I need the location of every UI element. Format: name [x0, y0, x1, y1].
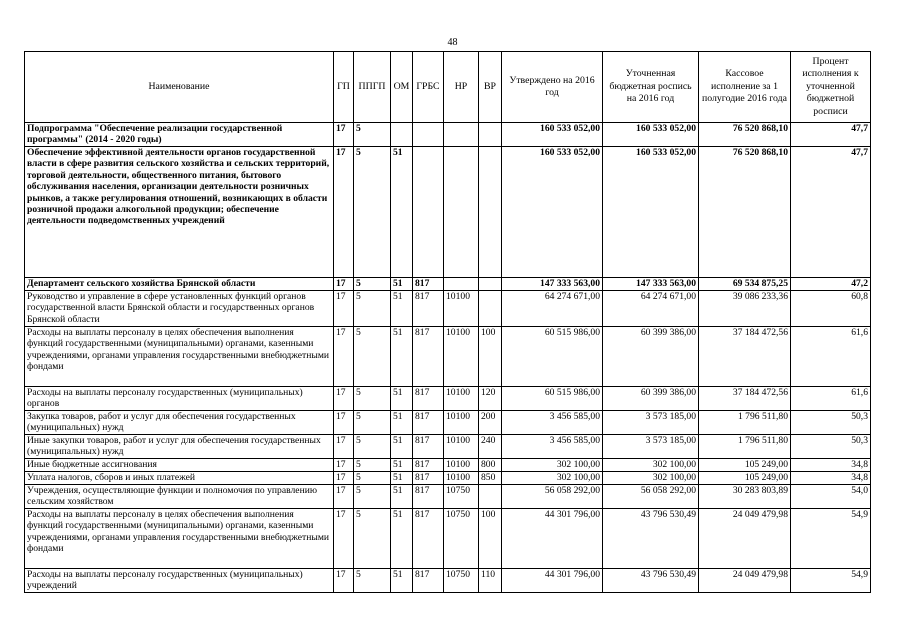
cell-gp: 17 [334, 472, 354, 485]
table-row [25, 123, 871, 147]
cell-vr: 100 [479, 509, 502, 569]
cell-vr: 110 [479, 569, 502, 593]
cell-ppgp: 5 [354, 387, 391, 411]
cell-approved: 64 274 671,00 [502, 291, 603, 327]
cell-gp: 17 [334, 291, 354, 327]
cell-approved: 160 533 052,00 [502, 123, 603, 147]
cell-vr: 240 [479, 435, 502, 459]
table-header-row [25, 52, 871, 123]
cell-vr: 850 [479, 472, 502, 485]
cell-np [444, 278, 479, 291]
cell-np: 10100 [444, 435, 479, 459]
table-row [25, 459, 871, 472]
cell-om [391, 123, 413, 147]
cell-ppgp: 5 [354, 411, 391, 435]
cell-np: 10750 [444, 509, 479, 569]
cell-percent: 50,3 [791, 435, 871, 459]
cell-cash: 105 249,00 [699, 459, 791, 472]
cell-percent: 47,2 [791, 278, 871, 291]
table-row [25, 387, 871, 411]
cell-refined: 43 796 530,49 [603, 569, 699, 593]
header-vr: ВР [479, 52, 502, 123]
cell-cash: 76 520 868,10 [699, 147, 791, 278]
table-row [25, 291, 871, 327]
cell-grbs [413, 147, 444, 278]
cell-cash: 39 086 233,36 [699, 291, 791, 327]
cell-ppgp: 5 [354, 569, 391, 593]
cell-grbs: 817 [413, 278, 444, 291]
table-row [25, 327, 871, 387]
cell-ppgp: 5 [354, 147, 391, 278]
cell-om: 51 [391, 291, 413, 327]
header-cash: Кассовое исполнение за 1 полугодие 2016 года [699, 52, 791, 123]
cell-np [444, 147, 479, 278]
cell-ppgp: 5 [354, 123, 391, 147]
cell-om: 51 [391, 147, 413, 278]
cell-om: 51 [391, 459, 413, 472]
cell-np: 10100 [444, 327, 479, 387]
cell-percent: 54,0 [791, 485, 871, 509]
cell-grbs: 817 [413, 472, 444, 485]
cell-approved: 44 301 796,00 [502, 509, 603, 569]
cell-gp: 17 [334, 569, 354, 593]
cell-grbs: 817 [413, 459, 444, 472]
cell-approved: 302 100,00 [502, 472, 603, 485]
cell-vr: 800 [479, 459, 502, 472]
cell-om: 51 [391, 278, 413, 291]
cell-name: Подпрограмма "Обеспечение реализации государственной программы" (2014 - 2020 годы) [25, 123, 334, 147]
cell-np: 10100 [444, 459, 479, 472]
cell-vr [479, 485, 502, 509]
cell-grbs: 817 [413, 291, 444, 327]
cell-approved: 44 301 796,00 [502, 569, 603, 593]
table-row [25, 485, 871, 509]
cell-name: Учреждения, осуществляющие функции и полномочия по управлению сельским хозяйством [25, 485, 334, 509]
cell-om: 51 [391, 327, 413, 387]
page-number: 48 [447, 37, 458, 48]
cell-ppgp: 5 [354, 509, 391, 569]
cell-refined: 302 100,00 [603, 472, 699, 485]
cell-approved: 60 515 986,00 [502, 327, 603, 387]
cell-refined: 147 333 563,00 [603, 278, 699, 291]
cell-grbs [413, 123, 444, 147]
cell-refined: 160 533 052,00 [603, 123, 699, 147]
table-row [25, 472, 871, 485]
cell-approved: 3 456 585,00 [502, 435, 603, 459]
cell-gp: 17 [334, 485, 354, 509]
header-approved: Утверждено на 2016 год [502, 52, 603, 123]
cell-vr [479, 291, 502, 327]
cell-ppgp: 5 [354, 459, 391, 472]
cell-grbs: 817 [413, 485, 444, 509]
cell-om: 51 [391, 472, 413, 485]
table-row [25, 147, 871, 278]
cell-gp: 17 [334, 411, 354, 435]
cell-name: Руководство и управление в сфере установленных функций органов государственной власти Брянской области и государственных органов Брянской области [25, 291, 334, 327]
header-percent: Процент исполнения к уточненной бюджетной росписи [791, 52, 871, 123]
header-refined: Уточненная бюджетная роспись на 2016 год [603, 52, 699, 123]
cell-refined: 3 573 185,00 [603, 435, 699, 459]
cell-cash: 24 049 479,98 [699, 509, 791, 569]
cell-vr: 120 [479, 387, 502, 411]
cell-approved: 60 515 986,00 [502, 387, 603, 411]
cell-grbs: 817 [413, 509, 444, 569]
table-row [25, 435, 871, 459]
budget-execution-table [24, 51, 871, 593]
cell-gp: 17 [334, 278, 354, 291]
cell-cash: 1 796 511,80 [699, 411, 791, 435]
cell-refined: 302 100,00 [603, 459, 699, 472]
cell-approved: 56 058 292,00 [502, 485, 603, 509]
cell-refined: 3 573 185,00 [603, 411, 699, 435]
cell-cash: 69 534 875,25 [699, 278, 791, 291]
cell-gp: 17 [334, 387, 354, 411]
cell-name: Расходы на выплаты персоналу в целях обеспечения выполнения функций государственными (муниципальными) органами, казенными учреждениями, органами управления государственными внебюджетными фондами [25, 509, 334, 569]
cell-refined: 160 533 052,00 [603, 147, 699, 278]
cell-cash: 76 520 868,10 [699, 123, 791, 147]
cell-percent: 47,7 [791, 147, 871, 278]
cell-om: 51 [391, 435, 413, 459]
cell-om: 51 [391, 411, 413, 435]
cell-gp: 17 [334, 435, 354, 459]
cell-grbs: 817 [413, 435, 444, 459]
table-row [25, 411, 871, 435]
cell-gp: 17 [334, 123, 354, 147]
table-row [25, 278, 871, 291]
table-body [25, 123, 871, 593]
cell-percent: 54,9 [791, 569, 871, 593]
cell-percent: 50,3 [791, 411, 871, 435]
cell-name: Закупка товаров, работ и услуг для обеспечения государственных (муниципальных) нужд [25, 411, 334, 435]
cell-percent: 34,8 [791, 459, 871, 472]
cell-name: Департамент сельского хозяйства Брянской области [25, 278, 334, 291]
cell-om: 51 [391, 509, 413, 569]
cell-vr [479, 278, 502, 291]
cell-name: Расходы на выплаты персоналу в целях обеспечения выполнения функций государственными (муниципальными) органами, казенными учреждениями, органами управления государственными внебюджетными фондами [25, 327, 334, 387]
cell-ppgp: 5 [354, 327, 391, 387]
cell-cash: 37 184 472,56 [699, 387, 791, 411]
cell-np: 10750 [444, 569, 479, 593]
table-row [25, 569, 871, 593]
cell-vr: 200 [479, 411, 502, 435]
cell-name: Обеспечение эффективной деятельности органов государственной власти в сфере развития сельского хозяйства и сельских территорий, торговой деятельности, общественного питания, бытового обслуживания населения, организации деятельности розничных рынков, а также регулирования отношений, возникающих в области розничной продажи алкогольной продукции; обеспечение деятельности подведомственных учреждений [25, 147, 334, 278]
cell-percent: 60,8 [791, 291, 871, 327]
header-ppgp: ППГП [354, 52, 391, 123]
header-np: НР [444, 52, 479, 123]
cell-gp: 17 [334, 459, 354, 472]
cell-np: 10100 [444, 411, 479, 435]
header-gp: ГП [334, 52, 354, 123]
cell-cash: 30 283 803,89 [699, 485, 791, 509]
cell-name: Иные бюджетные ассигнования [25, 459, 334, 472]
cell-name: Расходы на выплаты персоналу государственных (муниципальных) органов [25, 387, 334, 411]
cell-refined: 56 058 292,00 [603, 485, 699, 509]
cell-gp: 17 [334, 509, 354, 569]
table-row [25, 509, 871, 569]
cell-percent: 47,7 [791, 123, 871, 147]
cell-cash: 24 049 479,98 [699, 569, 791, 593]
cell-percent: 54,9 [791, 509, 871, 569]
cell-percent: 34,8 [791, 472, 871, 485]
cell-np: 10100 [444, 291, 479, 327]
cell-grbs: 817 [413, 411, 444, 435]
cell-name: Иные закупки товаров, работ и услуг для обеспечения государственных (муниципальных) нужд [25, 435, 334, 459]
header-name: Наименование [25, 52, 334, 123]
cell-ppgp: 5 [354, 291, 391, 327]
cell-om: 51 [391, 485, 413, 509]
cell-ppgp: 5 [354, 472, 391, 485]
cell-np: 10100 [444, 387, 479, 411]
cell-refined: 64 274 671,00 [603, 291, 699, 327]
cell-cash: 105 249,00 [699, 472, 791, 485]
cell-grbs: 817 [413, 387, 444, 411]
cell-om: 51 [391, 569, 413, 593]
cell-approved: 160 533 052,00 [502, 147, 603, 278]
cell-percent: 61,6 [791, 327, 871, 387]
cell-vr [479, 147, 502, 278]
cell-approved: 302 100,00 [502, 459, 603, 472]
header-grbs: ГРБС [413, 52, 444, 123]
cell-ppgp: 5 [354, 435, 391, 459]
cell-np [444, 123, 479, 147]
cell-approved: 147 333 563,00 [502, 278, 603, 291]
cell-refined: 60 399 386,00 [603, 387, 699, 411]
cell-name: Расходы на выплаты персоналу государственных (муниципальных) учреждений [25, 569, 334, 593]
cell-vr: 100 [479, 327, 502, 387]
cell-percent: 61,6 [791, 387, 871, 411]
cell-name: Уплата налогов, сборов и иных платежей [25, 472, 334, 485]
cell-np: 10750 [444, 485, 479, 509]
cell-ppgp: 5 [354, 278, 391, 291]
cell-refined: 60 399 386,00 [603, 327, 699, 387]
cell-gp: 17 [334, 327, 354, 387]
cell-gp: 17 [334, 147, 354, 278]
cell-grbs: 817 [413, 569, 444, 593]
cell-ppgp: 5 [354, 485, 391, 509]
cell-vr [479, 123, 502, 147]
cell-np: 10100 [444, 472, 479, 485]
cell-om: 51 [391, 387, 413, 411]
header-om: ОМ [391, 52, 413, 123]
cell-approved: 3 456 585,00 [502, 411, 603, 435]
cell-cash: 37 184 472,56 [699, 327, 791, 387]
cell-grbs: 817 [413, 327, 444, 387]
cell-cash: 1 796 511,80 [699, 435, 791, 459]
cell-refined: 43 796 530,49 [603, 509, 699, 569]
